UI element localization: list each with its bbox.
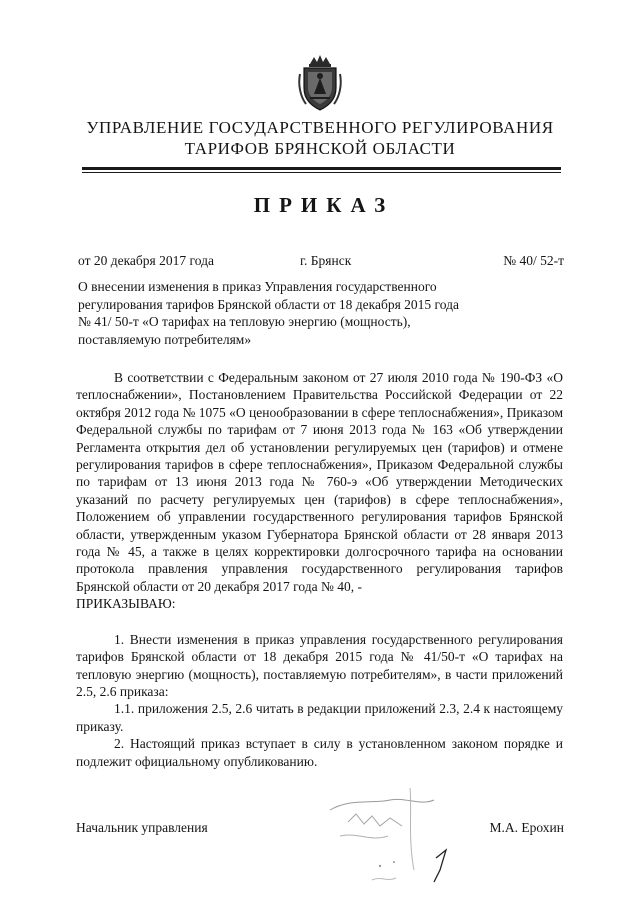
signatory-position: Начальник управления — [76, 820, 208, 835]
order-date: от 20 декабря 2017 года — [78, 253, 214, 268]
document-title: ПРИКАЗ — [253, 193, 395, 217]
paragraph-spacer — [76, 613, 563, 631]
order-subject — [78, 278, 498, 348]
preamble-paragraph: В соответствии с Федеральным законом от 27 июля 2010 года № 190-ФЗ «О теплоснабжении», Постановлением Правительства Российской Федерации от 22 октября 2012 года № 1075 «О ценообразовании в сфере теплоснабжения», Приказом Федеральной службы по тарифам от 7 июня 2013 года № 163 «Об утверждении Регламента открытия дел об установлении регулируемых цен (тарифов) и отмене регулирования тарифов в сфере теплоснабжения», Приказом Федеральной службы по тарифам от 13 июня 2013 года № 760-э «Об утверждении Методических указаний по расчету регулируемых цен (тарифов) в сфере теплоснабжения», Положением об управлении государственного регулирования тарифов Брянской области, утвержденным указом Губернатора Брянской области от 28 января 2013 года № 45, а также в целях корректировки долгосрочного тарифа на основании протокола правления управления государственного регулирования тарифов Брянской области от 20 декабря 2017 года № 40, - — [76, 370, 563, 594]
item-2: 2. Настоящий приказ вступает в силу в установленном законом порядке и подлежит официальному опубликованию. — [76, 736, 563, 769]
coat-of-arms-icon — [296, 54, 344, 112]
header-divider-thick — [82, 167, 561, 170]
org-name-line-1: УПРАВЛЕНИЕ ГОСУДАРСТВЕННОГО РЕГУЛИРОВАНИЯ — [86, 118, 554, 137]
order-keyword: ПРИКАЗЫВАЮ: — [76, 596, 176, 612]
item-1: 1. Внести изменения в приказ управления государственного регулирования тарифов Брянской области от 18 декабря 2015 года № 41/50-т «О тарифах на тепловую энергию (мощность), поставляемую потребителям», в части приложений 2.5, 2.6 приказа: — [76, 631, 563, 699]
org-name-line-2: ТАРИФОВ БРЯНСКОЙ ОБЛАСТИ — [184, 139, 456, 158]
subject-line: регулирования тарифов Брянской области от 18 декабря 2015 года — [78, 296, 459, 312]
order-body — [76, 369, 563, 770]
header-divider-thin — [82, 172, 561, 173]
item-1-1: 1.1. приложения 2.5, 2.6 читать в редакции приложений 2.3, 2.4 к настоящему приказу. — [76, 701, 563, 734]
order-number: № 40/ 52-т — [503, 253, 564, 268]
subject-line: О внесении изменения в приказ Управления государственного — [78, 279, 437, 294]
subject-line: поставляемую потребителям» — [78, 331, 252, 347]
subject-line: № 41/ 50-т «О тарифах на тепловую энергию (мощность), — [78, 314, 411, 329]
handwritten-signature — [310, 770, 460, 895]
order-city: г. Брянск — [300, 253, 352, 268]
signatory-name: М.А. Ерохин — [489, 820, 564, 835]
